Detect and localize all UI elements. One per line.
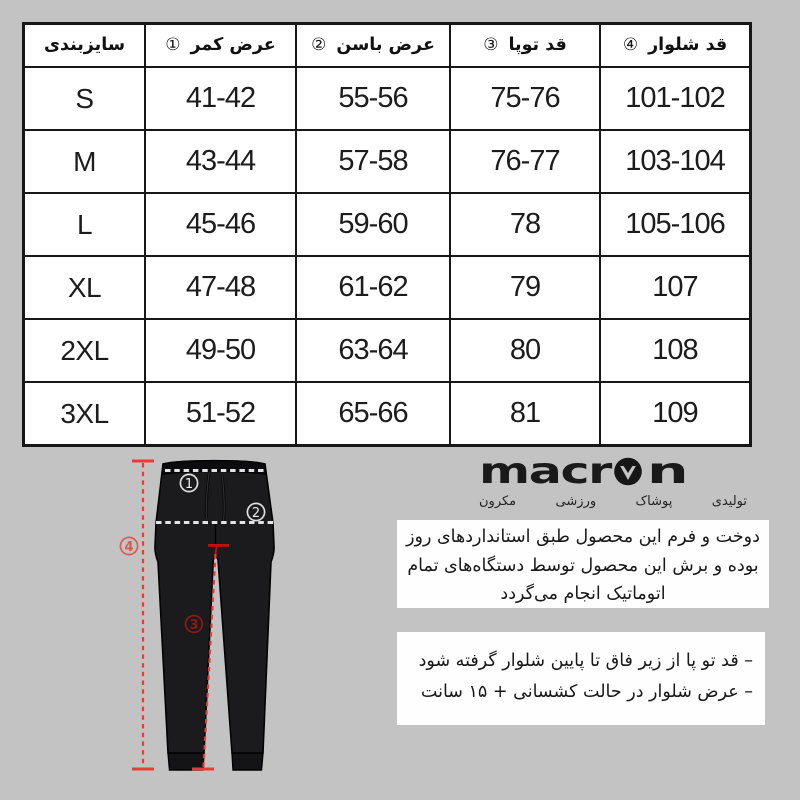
value-cell: 47-48 [146, 257, 295, 318]
circled-3-icon: ③ [483, 35, 499, 55]
column-header-inseam [451, 25, 599, 66]
value-cell: 80 [451, 320, 599, 381]
circled-1-icon: ① [165, 35, 181, 55]
size-cell: S [25, 68, 144, 129]
measurement-note [397, 632, 765, 725]
length-measure-line [132, 460, 154, 771]
column-header-label: عرض باسن [336, 34, 435, 55]
value-cell: 101-102 [601, 68, 749, 129]
size-cell: L [25, 194, 144, 255]
value-cell: 78 [451, 194, 599, 255]
column-header-length [601, 25, 749, 66]
svg-text:n: n [647, 456, 687, 488]
value-cell: 49-50 [146, 320, 295, 381]
svg-text:2: 2 [251, 506, 261, 521]
value-cell: 51-52 [146, 383, 295, 444]
value-cell: 75-76 [451, 68, 599, 129]
production-note-line: اتوماتیک انجام می‌گردد [500, 584, 666, 604]
value-cell: 109 [601, 383, 749, 444]
size-cell: M [25, 131, 144, 192]
value-cell: 41-42 [146, 68, 295, 129]
pants-illustration [90, 448, 350, 788]
column-header-label: قد توپا [508, 34, 567, 55]
size-cell: XL [25, 257, 144, 318]
measurement-note-line: – عرض شلوار در حالت کشسانی + ۱۵ سانت [420, 682, 753, 702]
production-note [397, 520, 769, 608]
size-cell: 3XL [25, 383, 144, 444]
value-cell: 63-64 [297, 320, 449, 381]
column-header-label: سایزبندی [43, 34, 126, 55]
value-cell: 65-66 [297, 383, 449, 444]
production-note-line: بوده و برش این محصول توسط دستگاه‌های تمام [407, 555, 759, 576]
value-cell: 55-56 [297, 68, 449, 129]
column-header-label: قد شلوار [648, 34, 728, 55]
value-cell: 57-58 [297, 131, 449, 192]
value-cell: 107 [601, 257, 749, 318]
marker-4 [120, 537, 137, 555]
svg-text:4: 4 [124, 540, 134, 555]
production-note-line: دوخت و فرم این محصول طبق استانداردهای روز [406, 527, 760, 547]
macron-emblem-icon [614, 458, 642, 486]
logo-subtitle: تولیدی پوشاک ورزشی مکرون [479, 494, 747, 509]
value-cell: 108 [601, 320, 749, 381]
column-header-size [25, 25, 144, 66]
svg-text:1: 1 [184, 477, 194, 492]
value-cell: 79 [451, 257, 599, 318]
value-cell: 43-44 [146, 131, 295, 192]
svg-text:3: 3 [189, 618, 199, 633]
macron-wordmark [479, 456, 689, 488]
column-header-hip [297, 25, 449, 66]
measurement-note-line: – قد تو پا از زیر فاق تا پایین شلوار گرفته شود [418, 651, 753, 671]
macron-logo [479, 456, 749, 509]
circled-4-icon: ④ [622, 35, 639, 55]
value-cell: 103-104 [601, 131, 749, 192]
column-header-label: عرض کمر [190, 34, 276, 55]
pants-diagram [90, 448, 350, 792]
svg-text:macr: macr [479, 456, 613, 488]
value-cell: 45-46 [146, 194, 295, 255]
value-cell: 76-77 [451, 131, 599, 192]
column-header-waist [146, 25, 295, 66]
value-cell: 105-106 [601, 194, 749, 255]
size-chart-table [22, 22, 752, 447]
size-cell: 2XL [25, 320, 144, 381]
value-cell: 59-60 [297, 194, 449, 255]
circled-2-icon: ② [311, 35, 327, 55]
value-cell: 81 [451, 383, 599, 444]
value-cell: 61-62 [297, 257, 449, 318]
